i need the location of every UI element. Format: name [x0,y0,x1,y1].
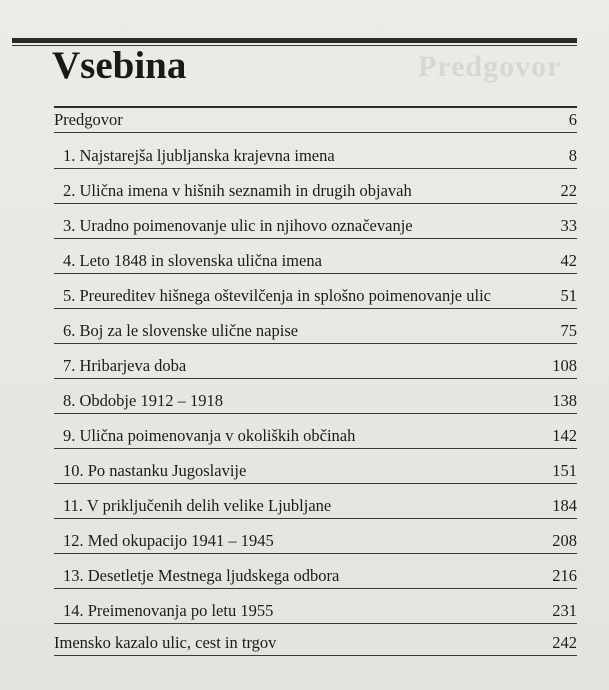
toc-entry-page-number: 151 [552,461,577,480]
toc-entry-page-number: 138 [552,391,577,410]
toc-entry-page-number: 242 [552,633,577,652]
toc-entry [54,108,577,133]
toc-entry-title: 5. Preureditev hišnega oštevilčenja in splošno poimenovanje ulic [63,286,491,305]
toc-entry [54,494,577,519]
toc-entry-title: 10. Po nastanku Jugoslavije [63,461,247,480]
toc-entry [54,319,577,344]
toc-entry-page-number: 75 [560,321,577,340]
toc-entry-page-number: 208 [552,531,577,550]
toc-entry-title: Imensko kazalo ulic, cest in trgov [54,633,277,652]
toc-entry [54,459,577,484]
toc-entry-title: 4. Leto 1848 in slovenska ulična imena [63,251,322,270]
toc-entry-title: 2. Ulična imena v hišnih seznamih in drugih objavah [63,181,412,200]
toc-entry-page-number: 231 [552,601,577,620]
toc-entry [54,389,577,414]
toc-entry-title: 7. Hribarjeva doba [63,356,187,375]
bleed-through-text: Predgovor [418,50,562,83]
toc-entry [54,564,577,589]
toc-entry-title: 1. Najstarejša ljubljanska krajevna imena [63,146,335,165]
toc-entry [54,354,577,379]
toc-entry-title: 11. V priključenih delih velike Ljubljane [63,496,332,515]
toc-entry-page-number: 8 [568,146,577,165]
toc-entry-title: 13. Desetletje Mestnega ljudskega odbora [63,566,340,585]
toc-entry-page-number: 42 [560,251,577,270]
toc-entry-title: 12. Med okupacijo 1941 – 1945 [63,531,274,550]
toc-entry-page-number: 108 [552,356,577,375]
page-title: Vsebina [52,44,187,87]
toc-entry-title: 14. Preimenovanja po letu 1955 [63,601,274,620]
toc-entry-page-number: 51 [560,286,577,305]
toc-entry-title: 8. Obdobje 1912 – 1918 [63,391,223,410]
toc-entry [54,214,577,239]
toc-entry [54,599,577,624]
toc-entry [54,249,577,274]
toc-entry-page-number: 22 [560,181,577,200]
toc-entry [54,529,577,554]
toc-entry-page-number: 33 [560,216,577,235]
toc-entry-title: 9. Ulična poimenovanja v okoliških občinah [63,426,356,445]
toc-entry-page-number: 142 [552,426,577,445]
toc-entry [54,424,577,449]
toc-entry [54,144,577,169]
toc-entry-title: 6. Boj za le slovenske ulične napise [63,321,299,340]
toc-entry-page-number: 184 [552,496,577,515]
toc-entry-title: 3. Uradno poimenovanje ulic in njihovo označevanje [63,216,413,235]
toc-entry-title: Predgovor [54,110,123,129]
toc-entry [54,631,577,656]
toc-entry [54,179,577,204]
toc-entry-page-number: 6 [568,110,577,129]
toc-entry-page-number: 216 [552,566,577,585]
toc-entry [54,284,577,309]
